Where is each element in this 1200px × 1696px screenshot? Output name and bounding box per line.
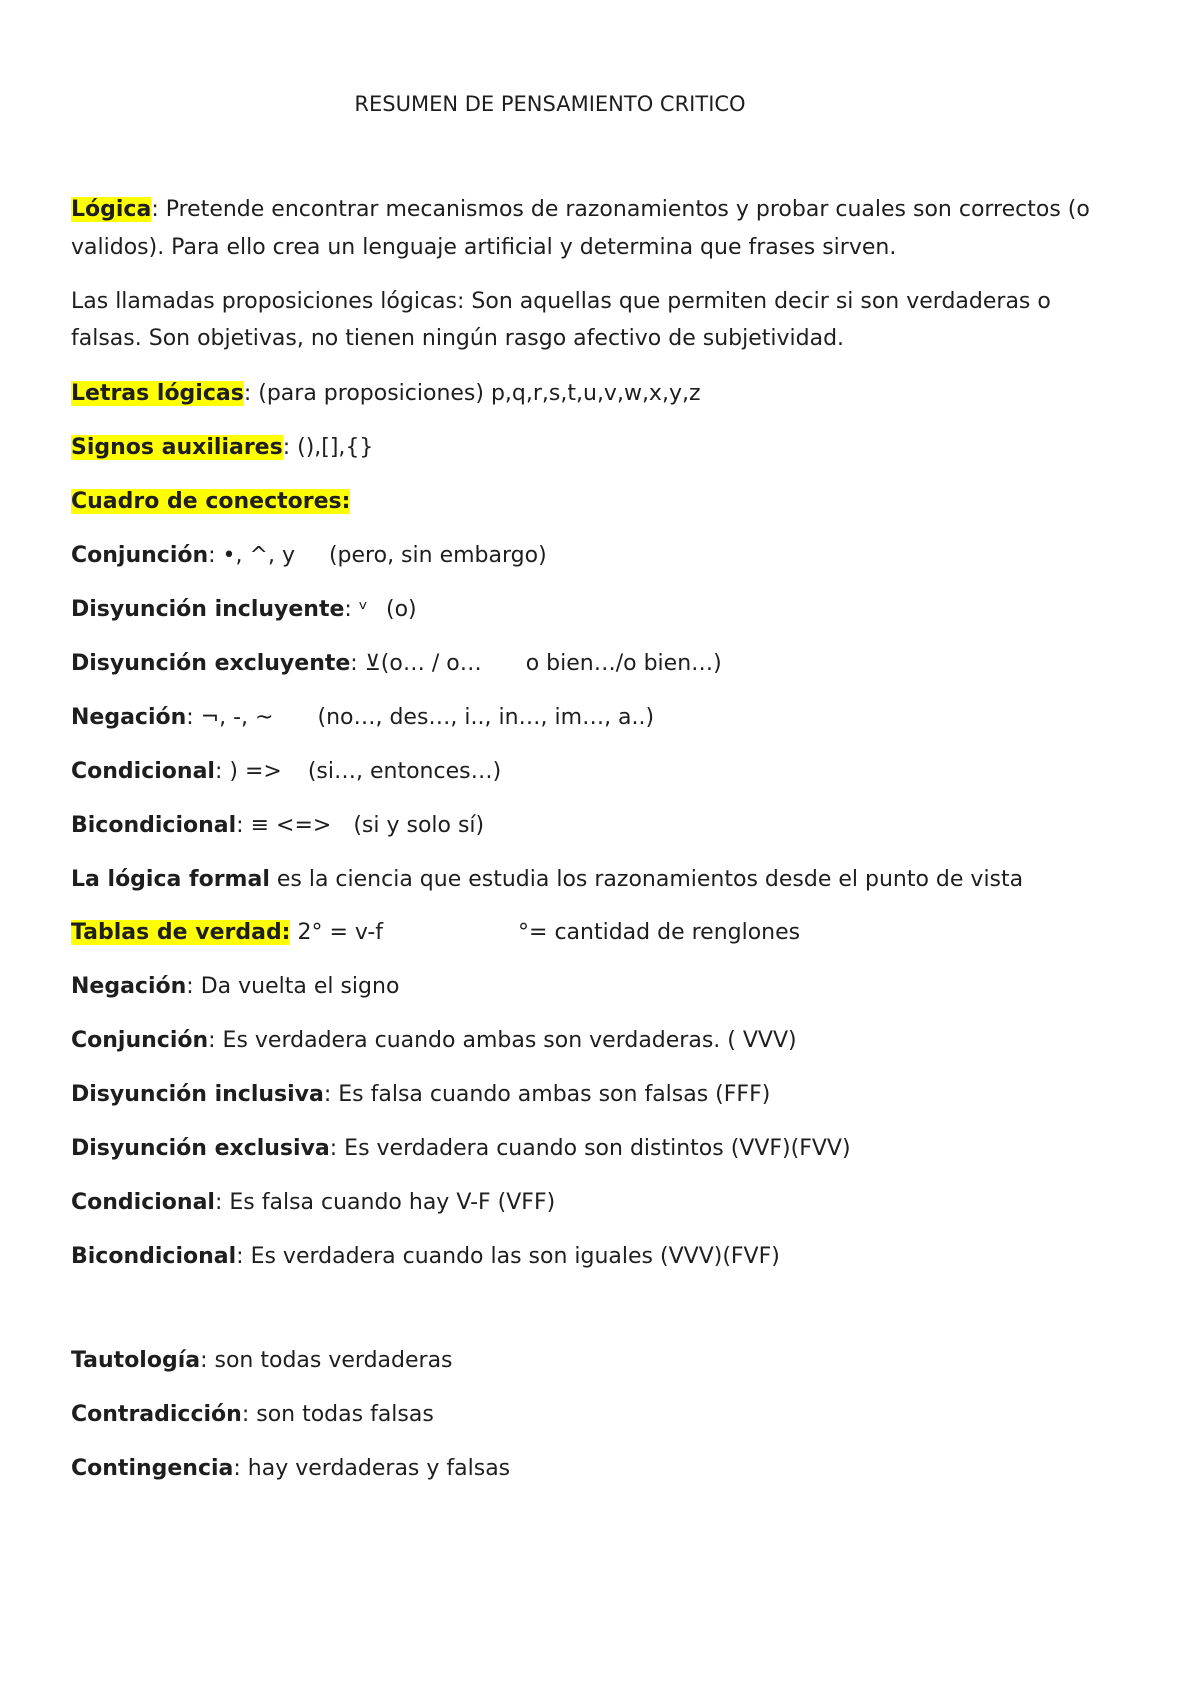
cuadro-term: Cuadro de conectores: bbox=[71, 489, 351, 514]
regla-text: : Es verdadera cuando ambas son verdaderas. ( VVV) bbox=[208, 1028, 797, 1053]
tablas-line bbox=[71, 918, 800, 948]
conector-row bbox=[71, 703, 654, 733]
conector-term: Disyunción incluyente bbox=[71, 597, 345, 622]
clasificacion-term: Tautología bbox=[71, 1348, 201, 1373]
logica-term: Lógica bbox=[71, 197, 152, 222]
conector-symbols: : ¬, -, ~ bbox=[186, 705, 274, 730]
conector-symbols: : ≡ <=> bbox=[236, 813, 332, 838]
clasificacion-row bbox=[71, 1346, 453, 1376]
logica-line-2 bbox=[71, 233, 896, 263]
signos-term: Signos auxiliares bbox=[71, 435, 283, 460]
regla-term: Disyunción exclusiva bbox=[71, 1136, 330, 1161]
conector-symbols: : ᵛ bbox=[344, 597, 368, 622]
signos-line bbox=[71, 433, 373, 463]
regla-row bbox=[71, 1026, 797, 1056]
letras-line bbox=[71, 379, 701, 409]
signos-text: : (),[],{} bbox=[282, 435, 374, 460]
conector-term: Condicional bbox=[71, 759, 215, 784]
regla-text: : Es falsa cuando ambas son falsas (FFF) bbox=[323, 1082, 771, 1107]
proposiciones-line-1 bbox=[71, 287, 1051, 317]
regla-text: : Es verdadera cuando las son iguales (VVV)(FVF) bbox=[236, 1244, 780, 1269]
regla-text: : Es verdadera cuando son distintos (VVF)(FVV) bbox=[329, 1136, 851, 1161]
proposiciones-text-2: falsas. Son objetivas, no tienen ningún rasgo afectivo de subjetividad. bbox=[71, 326, 845, 351]
conector-symbols: : •, ^, y bbox=[208, 543, 295, 568]
regla-term: Bicondicional bbox=[71, 1244, 237, 1269]
conector-meaning: (no…, des…, i.., in…, im…, a..) bbox=[317, 705, 655, 730]
clasificacion-term: Contingencia bbox=[71, 1456, 234, 1481]
tablas-note: °= cantidad de renglones bbox=[518, 920, 801, 945]
proposiciones-line-2 bbox=[71, 324, 844, 354]
clasificacion-row bbox=[71, 1454, 510, 1484]
regla-term: Conjunción bbox=[71, 1028, 209, 1053]
conector-term: Conjunción bbox=[71, 543, 209, 568]
conector-meaning: (pero, sin embargo) bbox=[328, 543, 547, 568]
clasificacion-text: : son todas falsas bbox=[241, 1402, 434, 1427]
logica-text-2: validos). Para ello crea un lenguaje artificial y determina que frases sirven. bbox=[71, 235, 897, 260]
letras-text: : (para proposiciones) p,q,r,s,t,u,v,w,x,y,z bbox=[243, 381, 701, 406]
proposiciones-text-1: Las llamadas proposiciones lógicas: Son aquellas que permiten decir si son verdaderas o bbox=[71, 289, 1051, 314]
regla-row bbox=[71, 1188, 555, 1218]
conector-row bbox=[71, 595, 417, 625]
conector-meaning: o bien…/o bien…) bbox=[525, 651, 722, 676]
regla-term: Condicional bbox=[71, 1190, 215, 1215]
conector-row bbox=[71, 757, 501, 787]
conector-meaning: (si…, entonces…) bbox=[307, 759, 502, 784]
formal-line bbox=[71, 865, 1023, 895]
formal-text: es la ciencia que estudia los razonamientos desde el punto de vista bbox=[269, 867, 1024, 892]
conector-term: Disyunción excluyente bbox=[71, 651, 351, 676]
letras-term: Letras lógicas bbox=[71, 381, 244, 406]
tablas-formula: 2° = v-f bbox=[290, 920, 384, 945]
clasificacion-text: : son todas verdaderas bbox=[200, 1348, 453, 1373]
conector-row bbox=[71, 649, 722, 679]
logica-text-1: : Pretende encontrar mecanismos de razonamientos y probar cuales son correctos (o bbox=[151, 197, 1090, 222]
regla-term: Disyunción inclusiva bbox=[71, 1082, 324, 1107]
regla-row bbox=[71, 1134, 851, 1164]
regla-term: Negación bbox=[71, 974, 187, 999]
regla-text: : Da vuelta el signo bbox=[186, 974, 400, 999]
conector-row bbox=[71, 541, 547, 571]
conector-meaning: (o) bbox=[385, 597, 417, 622]
regla-row bbox=[71, 972, 399, 1002]
cuadro-line bbox=[71, 487, 350, 517]
logica-line-1 bbox=[71, 195, 1090, 225]
conector-term: Bicondicional bbox=[71, 813, 237, 838]
conector-symbols: : ) => bbox=[214, 759, 282, 784]
tablas-term: Tablas de verdad: bbox=[71, 920, 291, 945]
clasificacion-text: : hay verdaderas y falsas bbox=[233, 1456, 511, 1481]
clasificacion-term: Contradicción bbox=[71, 1402, 242, 1427]
conector-symbols: : ⊻(o… / o… bbox=[350, 651, 482, 676]
conector-row bbox=[71, 811, 484, 841]
conector-meaning: (si y solo sí) bbox=[353, 813, 485, 838]
document-title: RESUMEN DE PENSAMIENTO CRITICO bbox=[354, 92, 746, 116]
clasificacion-row bbox=[71, 1400, 434, 1430]
regla-row bbox=[71, 1080, 770, 1110]
regla-row bbox=[71, 1242, 780, 1272]
formal-term: La lógica formal bbox=[71, 867, 270, 892]
conector-term: Negación bbox=[71, 705, 187, 730]
regla-text: : Es falsa cuando hay V-F (VFF) bbox=[214, 1190, 556, 1215]
